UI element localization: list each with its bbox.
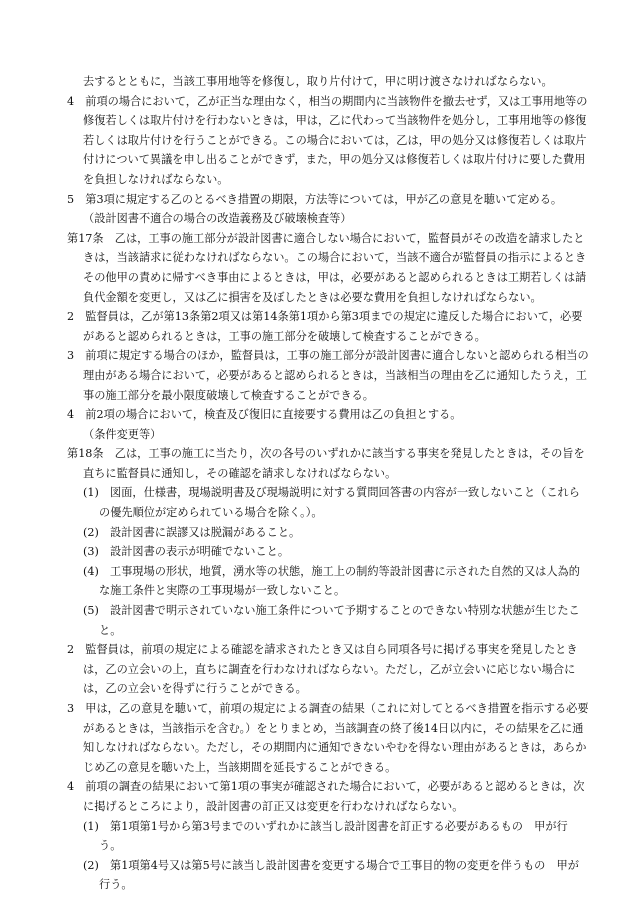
article16-clause4: 4 前項の場合において，乙が正当な理由なく，相当の期間内に当該物件を撤去せず，又は工事用地等の修復若しくは取片付けを行わないときは，甲は，乙に代わって当該物件を処分し，工事用地等の修復若しくは取片付けを行うことができる。この場合においては，乙は，甲の処分又は修復若しくは取片付けについて異議を申し出ることができず，また，甲の処分又は修復若しくは取片付けに要した費用を負担しなければならない。 xyxy=(67,94,588,186)
article18-clause3: 3 甲は，乙の意見を聴いて，前項の規定による調査の結果（これに対してとるべき措置を指示する必要があるときは，当該指示を含む。）をとりまとめ，当該調査の終了後14日以内に，その結果を乙に通知しなければならない。ただし，その期間内に通知できないやむを得ない理由があるときは，あらかじめ乙の意見を聴いた上，当該期間を延長することができる。 xyxy=(67,702,589,774)
article18-item1: (1) 図面，仕様書，現場説明書及び現場説明に対する質問回答書の内容が一致しないこと（これらの優先順位が定められている場合を除く。）。 xyxy=(83,486,580,520)
article17-clause2: 2 監督員は，乙が第13条第2項又は第14条第1項から第3項までの規定に違反した場合において，必要があると認められるときは，工事の施工部分を破壊して検査することができる。 xyxy=(67,310,583,343)
article18-clause4-item2: (2) 第1項第4号又は第5号に該当し設計図書を変更する場合で工事目的物の変更を伴うもの 甲が行う。 xyxy=(83,858,579,892)
article18-item4: (4) 工事現場の形状，地質，湧水等の状態，施工上の制約等設計図書に示された自然的又は人為的な施工条件と実際の工事現場が一致しないこと。 xyxy=(83,564,580,598)
continuation-paragraph: 去するとともに，当該工事用地等を修復し，取り片付けて，甲に明け渡さなければならない。 xyxy=(83,75,553,88)
article17-caption: （設計図書不適合の場合の改造義務及び破壊検査等） xyxy=(83,212,352,226)
article16-clause5: 5 第3項に規定する乙のとるべき措置の期限，方法等については，甲が乙の意見を聴いて定める。 xyxy=(67,192,563,206)
article18-clause4-item1: (1) 第1項第1号から第3号までのいずれかに該当し設計図書を訂正する必要があるもの 甲が行う。 xyxy=(83,819,568,853)
article18-item3: (3) 設計図書の表示が明確でないこと。 xyxy=(83,545,290,559)
article17-clause4: 4 前2項の場合において，検査及び復旧に直接要する費用は乙の負担とする。 xyxy=(67,408,462,422)
article18-item2: (2) 設計図書に誤謬又は脱漏があること。 xyxy=(83,525,301,539)
article18-clause2: 2 監督員は，前項の規定による確認を請求されたとき又は自ら同項各号に掲げる事実を発見したときは，乙の立会いの上，直ちに調査を行わなければならない。ただし，乙が立会いに応じない場合には，乙の立会いを得ずに行うことができる。 xyxy=(67,643,578,696)
article18-clause4: 4 前項の調査の結果において第1項の事実が確認された場合において，必要があると認めるときは，次に掲げるところにより，設計図書の訂正又は変更を行わなければならない。 xyxy=(67,780,585,813)
article17-clause1: 第17条 乙は，工事の施工部分が設計図書に適合しない場合において，監督員がその改造を請求したときは，当該請求に従わなければならない。この場合において，当該不適合が監督員の指示によるときその他甲の責めに帰すべき事由によるときは，甲は，必要があると認められるときは工期若しくは請負代金額を変更し，又は乙に損害を及ぼしたときは必要な費用を負担しなければならない。 xyxy=(67,231,587,304)
article18-caption: （条件変更等） xyxy=(83,427,162,441)
article18-item5: (5) 設計図書で明示されていない施工条件について予期することのできない特別な状態が生じたこと。 xyxy=(83,604,580,637)
article17-clause3: 3 前項に規定する場合のほか，監督員は，工事の施工部分が設計図書に適合しないと認められる相当の理由がある場合において，必要があると認められるときは，当該相当の理由を乙に通知したうえ，工事の施工部分を最小限度破壊して検査することができる。 xyxy=(67,349,589,402)
article18-clause1: 第18条 乙は，工事の施工に当たり，次の各号のいずれかに該当する事実を発見したときは，その旨を直ちに監督員に通知し，その確認を請求しなければならない。 xyxy=(67,447,585,480)
